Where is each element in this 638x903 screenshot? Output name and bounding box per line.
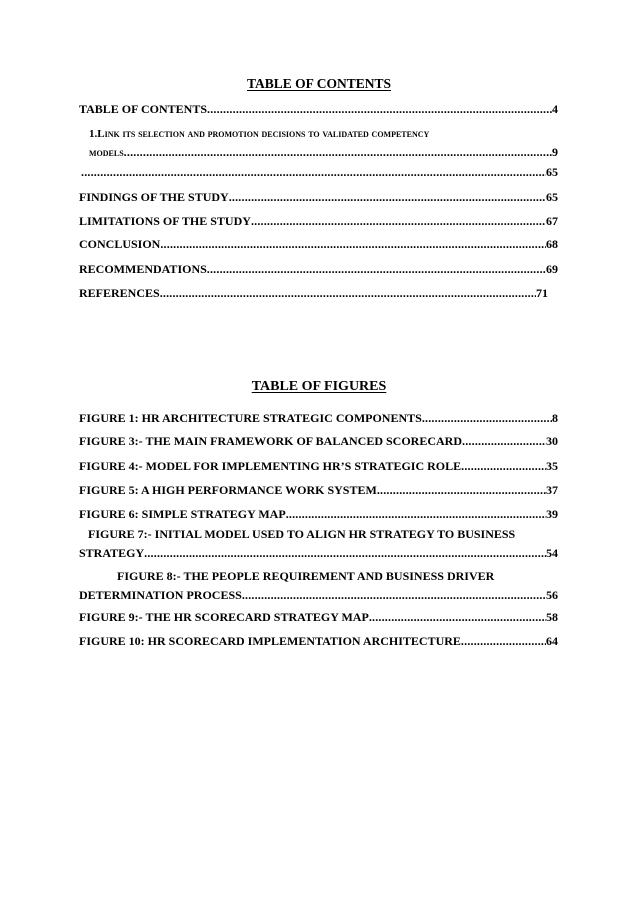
leader-dots: [286, 507, 546, 521]
figure-entry-page: 56: [546, 588, 558, 602]
figure-entry-page: 37: [546, 483, 558, 497]
figure-entry-label: FIGURE 4:- MODEL FOR IMPLEMENTING HR’S STRATEGIC ROLE: [79, 459, 462, 473]
figure-entry-page: 35: [546, 459, 558, 473]
leader-dots: [144, 546, 546, 560]
toc-entry[interactable]: [79, 237, 558, 251]
toc-entry[interactable]: [79, 214, 558, 228]
figure-entry-label-cont: STRATEGY: [79, 546, 145, 560]
leader-dots: [160, 286, 536, 300]
tof-heading: TABLE OF FIGURES: [251, 379, 387, 394]
toc-entry[interactable]: [89, 127, 558, 160]
toc-entry[interactable]: [81, 165, 558, 179]
figure-entry-label: FIGURE 10: HR SCORECARD IMPLEMENTATION ARCHITECTURE: [79, 634, 461, 648]
figure-entry[interactable]: [79, 459, 558, 473]
figure-entry[interactable]: [79, 610, 558, 624]
figure-entry-page: 64: [546, 634, 558, 648]
leader-dots: [461, 459, 546, 473]
leader-dots: [369, 610, 546, 624]
toc-entry-label: 1.Link its selection and promotion decisions to validated competency: [89, 128, 430, 140]
figure-entry-label: FIGURE 3:- THE MAIN FRAMEWORK OF BALANCED SCORECARD: [79, 434, 463, 448]
figure-entry-label: FIGURE 8:- THE PEOPLE REQUIREMENT AND BUSINESS DRIVER: [117, 569, 495, 583]
toc-entry-page: 65: [546, 190, 558, 204]
figure-entry-label: FIGURE 1: HR ARCHITECTURE STRATEGIC COMPONENTS: [79, 411, 422, 425]
toc-entry-page: 71: [536, 286, 548, 300]
toc-entry-page: 68: [546, 237, 558, 251]
figure-entry[interactable]: [79, 411, 558, 425]
figure-entry-page: 8: [552, 411, 558, 425]
leader-dots: [422, 411, 552, 425]
leader-dots: [462, 434, 546, 448]
toc-entry-page: 65: [546, 165, 558, 179]
leader-dots: [229, 190, 546, 204]
figure-entry-label-cont: DETERMINATION PROCESS: [79, 588, 242, 602]
figure-entry-label: FIGURE 7:- INITIAL MODEL USED TO ALIGN HR STRATEGY TO BUSINESS: [88, 527, 516, 541]
figure-entry-label: FIGURE 5: A HIGH PERFORMANCE WORK SYSTEM: [79, 483, 377, 497]
figure-entry-page: 39: [546, 507, 558, 521]
toc-entry-label: REFERENCES: [79, 286, 160, 300]
toc-entry-page: 67: [546, 214, 558, 228]
toc-entry-label: TABLE OF CONTENTS: [79, 102, 208, 116]
toc-entry-label: CONCLUSION: [79, 237, 161, 251]
leader-dots: [160, 237, 546, 251]
figure-entry[interactable]: [79, 434, 558, 448]
toc-entry[interactable]: [79, 102, 558, 116]
figure-entry-page: 54: [546, 546, 558, 560]
toc-entry[interactable]: [79, 286, 548, 300]
toc-entry-page: 4: [552, 102, 558, 116]
figure-entry-label: FIGURE 6: SIMPLE STRATEGY MAP: [79, 507, 286, 521]
leader-dots: [207, 262, 546, 276]
toc-entry-label: FINDINGS OF THE STUDY: [79, 190, 229, 204]
leader-dots: [461, 634, 546, 648]
figure-entry[interactable]: [79, 634, 558, 648]
toc-entry[interactable]: [79, 262, 558, 276]
leader-dots: [251, 214, 546, 228]
leader-dots: [81, 165, 546, 179]
figure-entry[interactable]: [79, 569, 558, 602]
figure-entry[interactable]: [79, 483, 558, 497]
toc-entry-label: RECOMMENDATIONS: [79, 262, 207, 276]
toc-entry-label-cont: models: [89, 147, 124, 159]
toc-heading: TABLE OF CONTENTS: [246, 76, 392, 91]
toc-entry-page: 69: [546, 262, 558, 276]
leader-dots: [377, 483, 546, 497]
toc-entry-page: 9: [552, 145, 558, 159]
figure-entry-label: FIGURE 9:- THE HR SCORECARD STRATEGY MAP: [79, 610, 369, 624]
figure-entry[interactable]: [79, 527, 558, 560]
leader-dots: [207, 102, 552, 116]
leader-dots: [124, 145, 552, 159]
leader-dots: [242, 588, 546, 602]
figure-entry[interactable]: [79, 507, 558, 521]
figure-entry-page: 58: [546, 610, 558, 624]
figure-entry-page: 30: [546, 434, 558, 448]
toc-entry[interactable]: [79, 190, 558, 204]
toc-entry-label: LIMITATIONS OF THE STUDY: [79, 214, 251, 228]
